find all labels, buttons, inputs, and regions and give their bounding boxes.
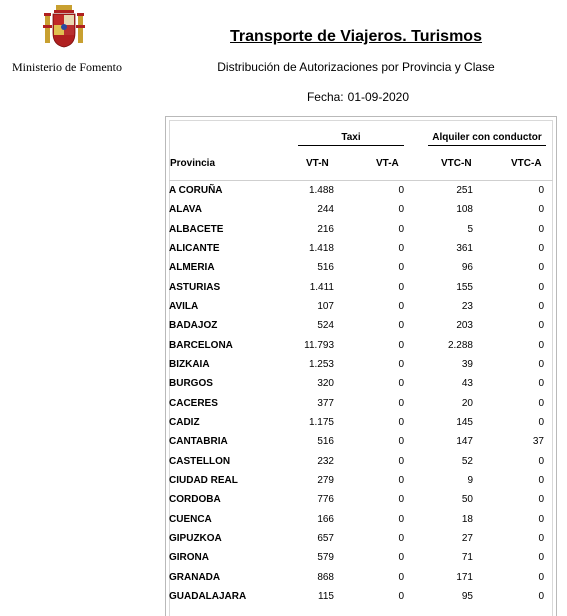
cell-vtc-n: 5: [467, 223, 473, 235]
cell-vt-a: 0: [398, 590, 404, 602]
cell-vt-n: 1.253: [308, 358, 334, 370]
cell-vtc-a: 0: [538, 474, 544, 486]
cell-vt-a: 0: [398, 185, 404, 196]
cell-vtc-a: 0: [538, 552, 544, 564]
cell-vt-a: 0: [398, 532, 404, 544]
cell-provincia: CACERES: [169, 397, 218, 409]
cell-vt-n: 1.418: [308, 242, 334, 254]
cell-vtc-n: 27: [461, 532, 473, 544]
cell-vt-n: 115: [318, 590, 334, 602]
cell-vt-n: 166: [317, 513, 334, 525]
cell-vt-a: 0: [398, 378, 404, 390]
cell-vtc-n: 23: [461, 300, 473, 312]
cell-vtc-n: 18: [461, 513, 473, 525]
cell-vtc-a: 0: [538, 397, 544, 409]
table-row: [169, 530, 553, 549]
cell-vtc-n: 361: [456, 242, 473, 254]
page-subtitle: Distribución de Autorizaciones por Provincia y Clase: [217, 60, 495, 74]
cell-provincia: GRANADA: [169, 571, 221, 583]
report-date: [256, 90, 456, 104]
cell-provincia: CIUDAD REAL: [169, 474, 238, 486]
cell-provincia: ALAVA: [169, 204, 202, 216]
cell-vtc-n: 39: [461, 358, 473, 370]
cell-vt-a: 0: [398, 223, 404, 235]
cell-vtc-a: 0: [538, 494, 544, 506]
cell-vt-n: 279: [317, 474, 334, 486]
table-row: [169, 375, 553, 394]
table-row: [169, 317, 553, 336]
cell-vt-a: 0: [398, 358, 404, 370]
cell-provincia: BADAJOZ: [169, 320, 218, 332]
cell-vtc-a: 37: [532, 436, 544, 448]
cell-vt-n: 11.793: [304, 339, 334, 351]
header-divider: [169, 180, 553, 181]
cell-provincia: ALICANTE: [169, 242, 220, 254]
cell-vt-a: 0: [398, 300, 404, 312]
cell-vt-a: 0: [398, 339, 404, 351]
date-label: Fecha:: [306, 90, 344, 104]
cell-vt-a: 0: [398, 397, 404, 409]
column-header-provincia: Provincia: [170, 158, 216, 169]
cell-vtc-n: 108: [456, 204, 473, 216]
cell-vt-n: 107: [317, 300, 334, 312]
column-header-vt-a: VT-A: [376, 158, 399, 169]
cell-vt-a: 0: [398, 416, 404, 428]
cell-vtc-n: 145: [456, 416, 473, 428]
cell-vtc-a: 0: [538, 513, 544, 525]
cell-vtc-n: 96: [461, 262, 473, 274]
cell-vtc-a: 0: [538, 416, 544, 428]
table-row: [169, 395, 553, 414]
cell-provincia: ASTURIAS: [169, 281, 221, 293]
cell-provincia: CASTELLON: [169, 455, 231, 467]
cell-provincia: CADIZ: [169, 416, 200, 428]
cell-vt-a: 0: [398, 571, 404, 583]
cell-vtc-a: 0: [538, 223, 544, 235]
table-row: [169, 356, 553, 375]
cell-vt-a: 0: [398, 494, 404, 506]
cell-provincia: CORDOBA: [169, 494, 221, 506]
cell-provincia: BARCELONA: [169, 339, 233, 351]
cell-provincia: GIPUZKOA: [169, 532, 222, 544]
group-underline-taxi: [298, 145, 404, 146]
cell-vtc-n: 43: [461, 378, 473, 390]
cell-vt-n: 776: [317, 494, 334, 506]
cell-vt-n: 244: [317, 204, 334, 216]
cell-provincia: BURGOS: [169, 378, 213, 390]
cell-vt-n: 377: [317, 397, 334, 409]
table-row: [169, 182, 553, 201]
cell-vt-a: 0: [398, 436, 404, 448]
cell-vt-a: 0: [398, 204, 404, 216]
group-underline-vtc: [428, 145, 546, 146]
cell-vt-a: 0: [398, 242, 404, 254]
table-row: [169, 279, 553, 298]
table-row: [169, 433, 553, 452]
cell-vt-n: 1.175: [308, 416, 334, 428]
table-row: [169, 298, 553, 317]
cell-vt-n: 516: [317, 262, 334, 274]
table-body: [169, 182, 553, 607]
cell-provincia: GIRONA: [169, 552, 209, 564]
group-header-vtc: Alquiler con conductor: [432, 132, 542, 143]
table-row: [169, 472, 553, 491]
cell-vtc-n: 9: [467, 474, 473, 486]
cell-vtc-a: 0: [538, 204, 544, 216]
cell-vtc-n: 71: [461, 552, 473, 564]
cell-vtc-a: 0: [538, 242, 544, 254]
ministry-name: Ministerio de Fomento: [12, 60, 122, 74]
cell-vt-n: 868: [317, 571, 334, 583]
date-value: 01-09-2020: [347, 90, 410, 104]
table-row: [169, 569, 553, 588]
cell-vtc-a: 0: [538, 300, 544, 312]
cell-vtc-a: 0: [538, 262, 544, 274]
cell-vtc-a: 0: [538, 320, 544, 332]
table-row: [169, 259, 553, 278]
table-row: [169, 588, 553, 607]
table-row: [169, 491, 553, 510]
coat-of-arms-icon: [42, 3, 86, 49]
cell-provincia: A CORUÑA: [169, 185, 223, 196]
cell-vt-n: 1.488: [308, 185, 334, 196]
cell-vtc-n: 52: [461, 455, 473, 467]
table-row: [169, 221, 553, 240]
cell-vtc-n: 50: [461, 494, 473, 506]
cell-vt-n: 657: [317, 532, 334, 544]
table-row: [169, 511, 553, 530]
cell-vtc-a: 0: [538, 455, 544, 467]
cell-vtc-n: 20: [461, 397, 473, 409]
cell-vt-n: 1.411: [309, 281, 334, 293]
column-header-vtc-n: VTC-N: [441, 158, 472, 169]
cell-vtc-a: 0: [538, 185, 544, 196]
cell-provincia: CUENCA: [169, 513, 212, 525]
cell-vt-n: 516: [317, 436, 334, 448]
cell-vt-n: 216: [317, 223, 334, 235]
cell-vt-n: 524: [317, 320, 334, 332]
cell-vt-a: 0: [398, 513, 404, 525]
column-header-vt-n: VT-N: [306, 158, 329, 169]
cell-vtc-n: 251: [456, 185, 473, 196]
cell-vtc-n: 171: [456, 571, 473, 583]
table-row: [169, 337, 553, 356]
cell-vtc-a: 0: [538, 281, 544, 293]
column-header-vtc-a: VTC-A: [511, 158, 542, 169]
cell-vt-a: 0: [398, 281, 404, 293]
cell-vtc-a: 0: [538, 590, 544, 602]
table-row: [169, 201, 553, 220]
cell-vt-a: 0: [398, 474, 404, 486]
cell-vt-a: 0: [398, 262, 404, 274]
cell-provincia: BIZKAIA: [169, 358, 210, 370]
cell-provincia: ALMERIA: [169, 262, 215, 274]
table-row: [169, 240, 553, 259]
cell-vt-n: 579: [317, 552, 334, 564]
cell-vtc-n: 147: [456, 436, 473, 448]
cell-vtc-a: 0: [538, 378, 544, 390]
cell-vt-n: 320: [317, 378, 334, 390]
cell-provincia: CANTABRIA: [169, 436, 228, 448]
table-row: [169, 549, 553, 568]
cell-provincia: GUADALAJARA: [169, 590, 247, 602]
table-row: [169, 414, 553, 433]
cell-vt-a: 0: [398, 552, 404, 564]
cell-vt-n: 232: [317, 455, 334, 467]
cell-vt-a: 0: [398, 320, 404, 332]
cell-vtc-n: 2.288: [447, 339, 473, 351]
cell-provincia: ALBACETE: [169, 223, 224, 235]
cell-vt-a: 0: [398, 455, 404, 467]
table-row: [169, 453, 553, 472]
cell-vtc-n: 155: [456, 281, 473, 293]
page-title: Transporte de Viajeros. Turismos: [230, 28, 482, 45]
cell-provincia: AVILA: [169, 300, 199, 312]
cell-vtc-a: 0: [538, 532, 544, 544]
cell-vtc-n: 203: [456, 320, 473, 332]
cell-vtc-a: 0: [538, 339, 544, 351]
group-header-taxi: Taxi: [341, 132, 361, 143]
cell-vtc-n: 95: [461, 590, 473, 602]
cell-vtc-a: 0: [538, 358, 544, 370]
cell-vtc-a: 0: [538, 571, 544, 583]
